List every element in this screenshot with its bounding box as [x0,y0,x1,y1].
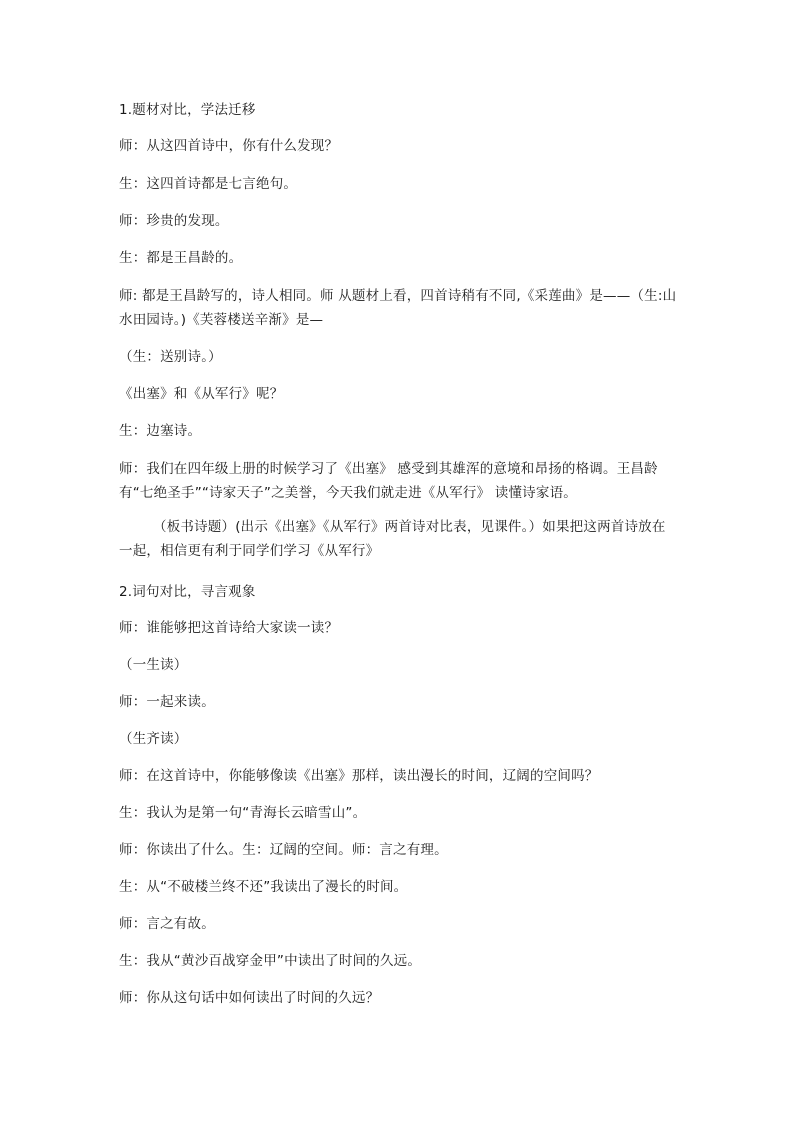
paragraph: （一生读） [119,657,188,673]
paragraph: 师：言之有故。 [119,916,215,932]
paragraph: （生齐读） [119,731,188,747]
paragraph: 生：这四首诗都是七言绝句。 [119,176,298,192]
paragraph: 《出塞》和《从军行》呢？ [119,386,284,402]
paragraph: 生：边塞诗。 [119,423,202,439]
paragraph: 师：珍贵的发现。 [119,213,229,229]
paragraph: 生：我认为是第一句“青海长云暗雪山”。 [119,805,367,821]
paragraph: 师：一起来读。 [119,694,215,710]
paragraph: 生：我从“黄沙百战穿金甲”中读出了时间的久远。 [119,953,422,969]
paragraph: 师: 都是王昌龄写的，诗人相同。师 从题材上看，四首诗稍有不同,《采莲曲》是——（生:山水田园诗。)《芙蓉楼送辛渐》是— [119,288,677,328]
paragraph: 师：你从这句话中如何读出了时间的久远？ [119,990,380,1006]
paragraph: 师：谁能够把这首诗给大家读一读？ [119,620,339,636]
paragraph: 生：从“不破楼兰终不还”我读出了漫长的时间。 [119,879,408,895]
paragraph: 师：你读出了什么。生：辽阔的空间。师：言之有理。 [119,842,448,858]
section-heading-2: 2.词句对比，寻言观象 [119,584,256,600]
paragraph: 师：我们在四年级上册的时候学习了《出塞》 感受到其雄浑的意境和昂扬的格调。王昌龄有“七绝圣手”“诗家天子”之美誉，今天我们就走进《从军行》 读懂诗家语。 [119,461,658,501]
paragraph: 生：都是王昌龄的。 [119,250,243,266]
paragraph: 师：在这首诗中，你能够像读《出塞》那样，读出漫长的时间，辽阔的空间吗？ [119,768,599,784]
section-heading-1: 1.题材对比，学法迁移 [119,102,256,118]
paragraph: 师：从这四首诗中，你有什么发现？ [119,138,339,154]
paragraph: （生：送别诗。） [119,349,222,365]
paragraph: （板书诗题）(出示《出塞》《从军行》两首诗对比表，见课件。）如果把这两首诗放在一起，相信更有利于同学们学习《从军行》 [119,519,666,559]
